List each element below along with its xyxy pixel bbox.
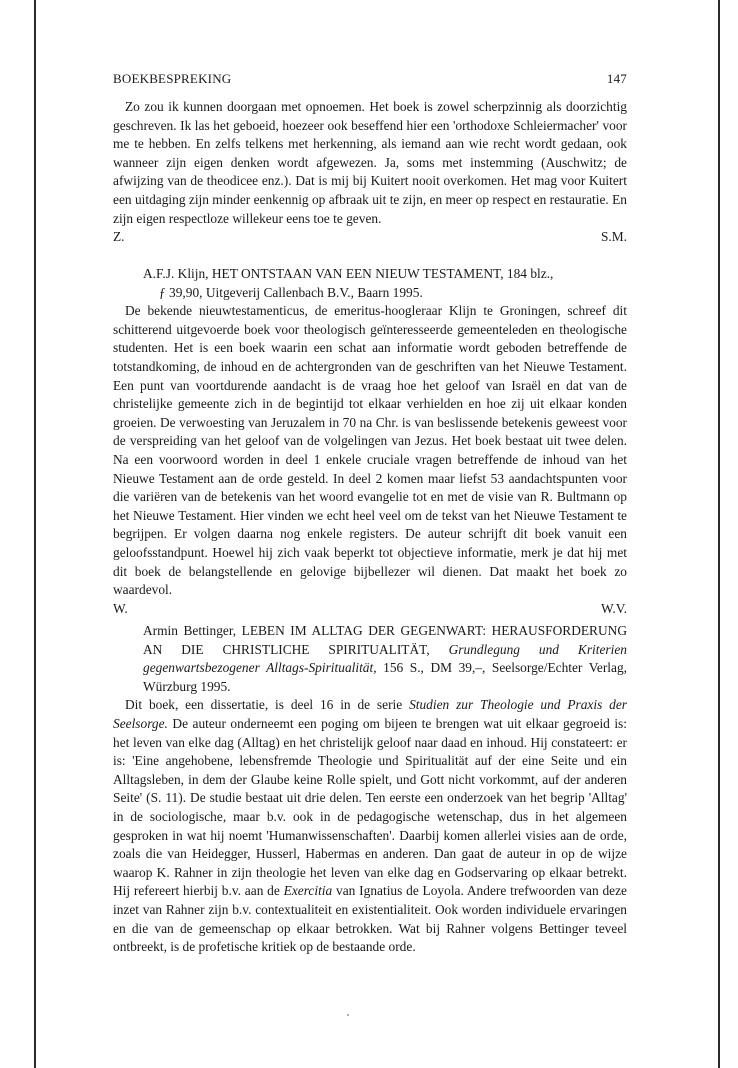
review-1-signature [113,228,627,246]
running-title: BOEKBESPREKING [113,71,232,86]
review-3-exercitia: Exercitia [283,883,333,899]
review-2-sig-right: W.V. [600,600,627,616]
page-edge-right [718,0,720,1068]
page-edge-left [34,0,36,1068]
review-2 [113,265,627,618]
review-1-sig-left: Z. [113,229,125,245]
review-3-body-c: van Ignatius de Loyola. Andere trefwoorden van deze inzet van Rahner zijn b.v. contextualiteit en existentialiteit. Ook worden individuele ervaringen en die van de gemeenschap op elkaar betrokken. Wat bij Rahner volgens Bettinger teveel ontbreekt, is de profetische kritiek op de bestaande orde. [113,883,627,955]
scan-speck [347,1014,349,1016]
page-number: 147 [606,71,627,86]
running-header [113,71,627,91]
review-3-bib-subtitle: Grundlegung und Kriterien gegenwartsbezogener Alltags-Spiritualität, [143,641,627,676]
review-1-body: Zo zou ik kunnen doorgaan met opnoemen. Het boek is zowel scherpzinnig als doorzichtig geschreven. Ik las het geboeid, hoezeer ook beseffend hier een 'orthodoxe Schleiermacher' voor me te hebben. En zelfs telkens met herkenning, als iemand aan wie recht wordt gedaan, ook wanneer zijn eigen denken wordt afgewezen. Ja, soms met instemming (Auschwitz; de afwijzing van de theodicee enz.). Dat is mij bij Kuitert nooit overkomen. Het mag voor Kuitert een uitdaging zijn minder eenkennig op afbraak uit te zijn, en meer op respect en restauratie. En zijn eigen respectloze willekeur eens toe te geven. [113,99,627,226]
review-2-bib-line1: A.F.J. Klijn, HET ONTSTAAN VAN EEN NIEUW TESTAMENT, 184 blz., [143,266,554,281]
review-2-signature [113,600,627,618]
review-3-bib-title: Armin Bettinger, LEBEN IM ALLTAG DER GEGENWART: HERAUSFORDERUNG AN DIE CHRISTLICHE SPIRITUALITÄT, [143,623,627,657]
review-3-body [113,696,627,956]
review-1 [113,98,627,246]
review-2-bib-line2: ƒ 39,90, Uitgeverij Callenbach B.V., Baarn 1995. [159,284,423,300]
review-1-sig-right: S.M. [600,229,627,245]
review-3 [113,622,627,957]
review-2-body: De bekende nieuwtestamenticus, de emeritus-hoogleraar Klijn te Groningen, schreef dit schitterend uitgevoerde boek voor theologisch geïnteresseerde gemeenteleden en theologische studenten. Het is een boek waarin een schat aan informatie wordt geboden betreffende de totstandkoming, de inhoud en de achtergronden van de geschriften van het Nieuwe Testament. Een punt van voortdurende aandacht is de vraag hoe het geloof van Israël en dat van de christelijke gemeente zich in de begintijd tot elkaar verhielden en hoe zij uit elkaar konden groeien. De verwoesting van Jeruzalem in 70 na Chr. is van beslissende betekenis geweest voor de verspreiding van het geloof van de volgelingen van Jezus. Het boek bestaat uit twee delen. Na een voorwoord worden in deel 1 enkele cruciale vragen betreffende de inhoud van het Nieuwe Testament aan de orde gesteld. In deel 2 komen maar liefst 53 aandachtspunten voor die variëren van de betekenis van het woord evangelie tot en met de visie van R. Bultmann op het Nieuwe Testament. Hier vinden we echt heel veel om de tekst van het Nieuwe Testament te begrijpen. Er volgen daarna nog enkele registers. De auteur schrijft dit boek vanuit een geloofsstandpunt. Hoewel hij zich vaak beperkt tot objectieve informatie, merk je dat hij met dit boek de belangstellende en gelovige bijbellezer wil dienen. Dat maakt het boek zo waardevol. [113,303,627,598]
review-3-bibliography [113,622,627,696]
review-3-bib-rest: 156 S., DM 39,–, Seelsorge/Echter Verlag, Würzburg 1995. [143,660,627,694]
review-3-body-b: De auteur onderneemt een poging om bijeen te brengen wat uit elkaar gegroeid is: het leven van elke dag (Alltag) en het christelijk geloof naar daad en inhoud. Hij constateert: er is: 'Eine angehobene, lebensfremde Theologie und Spiritualität auf der eine Seite und ein Alltagsleben, in dem der Glaube keine Rolle spielt, und Gott nicht vorkommt, auf der anderen Seite' (S. 11). De studie bestaat uit drie delen. Ten eerste een onderzoek van het begrip 'Alltag' in de sociologische, maar b.v. ook in de pedagogische wetenschap, dus in het algemeen gesproken in wat hij noemt 'Humanwissenschaften'. Daarbij komen allerlei visies aan de orde, zoals die van Heidegger, Husserl, Habermas en anderen. Dan gaat de auteur in op de wijze waarop K. Rahner in zijn theologie het leven van elke dag en Godservaring op elkaar betrekt. Hij refereert hierbij b.v. aan de [113,715,627,899]
review-2-bibliography [113,265,627,302]
review-3-series-title: Studien zur Theologie und Praxis der Seelsorge. [113,697,627,731]
review-3-body-a: Dit boek, een dissertatie, is deel 16 in de serie [125,697,403,713]
review-2-sig-left: W. [113,600,128,616]
